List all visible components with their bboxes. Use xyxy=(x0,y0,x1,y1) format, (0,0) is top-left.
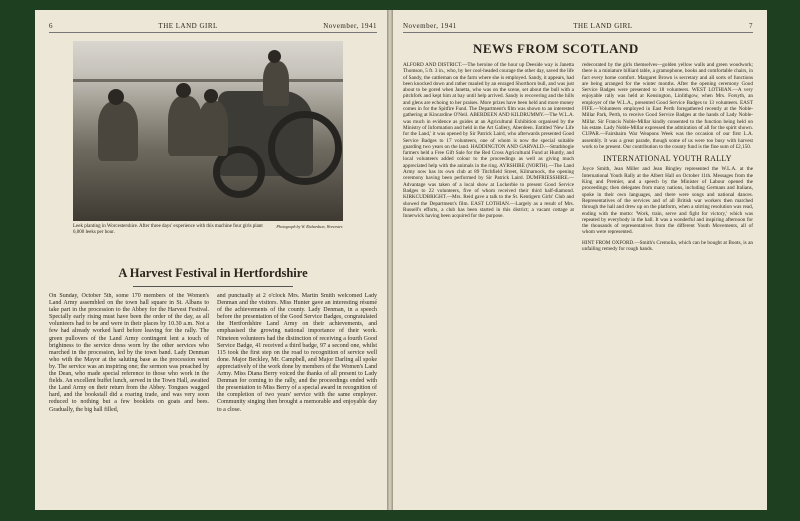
article-column-2: and punctually at 2 o'clock Mrs. Martin Smith welcomed Lady Denman and the visitors. Miss Hunter gave an interesting résumé of the achievements of the county. Lady Denman, in a speech before the presentation of the Good Service Badges, congratulated the Hertfordshire Land Army on their achievements, and emphasised the growing national importance of their work. Nineteen volunteers had the distinction of receiving a fourth Good Service Badge, 41 received a third badge, 97 a second one, whilst 115 took the first step on the road to recognition of service well done. Major Beckley, Mr. Campbell, and Major Darling all spoke appreciatively of the work done by members of the Women's Land Army. Miss Diana Berry voiced the thanks of all present to Lady Denman for coming to the rally, and the proceedings ended with the presentation to Miss Berry of a special award in recognition of the completion of two years' service with the same employer. Community singing then brought a memorable and enjoyable day to a close. xyxy=(217,293,377,413)
right-page xyxy=(393,10,767,510)
running-title-right: THE LAND GIRL xyxy=(573,22,633,30)
article-body xyxy=(49,293,377,414)
land-girl-figure xyxy=(98,101,138,161)
page-number-left: 6 xyxy=(49,22,53,30)
issue-date-right: November, 1941 xyxy=(403,22,457,30)
left-page xyxy=(35,10,387,510)
scotland-column-1-text: ALFORD AND DISTRICT.—The heroine of the hour up Deeside way is Janetta Thomson, 5 ft. 3 in., who, by her cool-headed courage the other day, saved the life of Sandy, the cattleman on the farm where she is employed. Sandy, it appears, had been knocked down and rather mauled by an enraged Shorthorn bull, and was just about to be gored when Janetta, who was on the scene, set about the bull with a pitchfork and kept him at bay until help arrived. Sandy is recovering and the hills and glens are echoing to her praises. More prizes have been held and more money comes in for the Spitfire Fund. The Department's film was shown to an interested gathering at Kincardine O'Neil. ABERDEEN AND KILDRUMMY.—The W.L.A. was much in evidence as guides at an Agricultural Exhibition organised by the Ministry of Information and held in the Art Gallery, Aberdeen. Entitled 'New Life for the Land,' it was opened by Sir Patrick Laird, who afterwards presented Good Service Badges to 17 volunteers, one of whom is now the special suitable guarding two years on the land. HADDINGTON AND GARVALD.—Strathbogie farmers held a Free Gift Sale for the Red Cross Agricultural Fund at Huntly, and local volunteers added colour to the proceedings as well as giving much appreciated help with the animals in the ring. AYRSHIRE (NORTH).—The Land Army now has its own club at 89 Titchfield Street, Kilmarnock, the opening ceremony having been performed by Sir Patrick Laird. DUMFRIESSHIRE.—Advantage was taken of a local show at Lockerbie to present Good Service Badges to 22 volunteers, five of whom received their third half-diamond. KIRKCUDBRIGHT.—Mrs. Reid gave a talk to the St. Kentigern Girls' Club and showed the Department's film. EAST LOTHIAN.—Largely as a result of Mrs. Russell's efforts, a club has been started in this district; a vacant cottage at Innerwick having been acquired for the purpose. xyxy=(403,62,574,220)
tractor-wheel xyxy=(268,111,342,185)
scotland-news-body xyxy=(403,62,753,252)
scotland-column-2 xyxy=(582,62,753,252)
photo-caption xyxy=(73,224,343,236)
scotland-column-2-text: redecorated by the girls themselves—golden yellow walls and green woodwork; there is a miniature billiard table, a gramophone, books and comfortable chairs, in fact every home comfort. Margaret Brown is secretary and all sorts of functions are being arranged for the winter months. After the opening ceremony Good Service Badges were presented to 18 volunteers. WEST LOTHIAN.—A very enjoyable rally was held at Kensington, Linlithgow, when Mrs. Forsyth, an employer of the W.L.A., presented Good Service Badges to 13 volunteers. EAST FIFE.—Volunteers employed in East Perth foregathered recently at the Noble-Millar Park, Perth, to receive Good Service Badges at the hands of Lady Noble-Millar. Sir Francis Noble-Millar kindly consented to the function being held on his estate. Lady Noble-Millar expressed the admiration of all for the spirit shown. CUPAR.—Fairsbairn War Weapons Week was the occasion of our first L.A. assembly. It was a great parade, though some of us were too busy with harvest work to be present. Our contribution to the county fund is the fine sum of £2,150. xyxy=(582,62,753,150)
headline-rule xyxy=(133,286,293,287)
page-number-right: 7 xyxy=(749,22,753,30)
issue-date-left: November, 1941 xyxy=(323,22,377,30)
rally-text: Joyce Smith, Jean Miller and Jean Bingley represented the W.L.A. at the International Youth Rally at the Albert Hall on October 11th. Messages from the King and Premier, and a speech by the Minister of Labour opened the proceedings; then delegates from many nations, including Germans and Italians, spoke in their own languages, and there were songs and national dances. Representatives of the services and of all British war workers then marched through the hall and drew up on the platform, when a stirring resolution was read, ending with the motto: 'Work, train, serve and fight for victory,' which was repeated by everybody in the hall. It was a wonderful and inspiring afternoon for the thousands of representatives from the different Youth Movements, all of whom were represented. xyxy=(582,166,753,236)
photo-credit: Photograph by W. Richardson, Worcester. xyxy=(276,224,343,229)
running-head-left xyxy=(49,22,377,33)
scotland-headline: NEWS FROM SCOTLAND xyxy=(473,41,639,56)
running-head-right xyxy=(403,22,753,33)
caption-text: Leek planting in Worcestershire. After three days' experience with this machine four girls plant 6,000 leeks per hour. xyxy=(73,224,263,235)
oxford-hint: HINT FROM OXFORD.—Smith's Cremolia, which can be bought at Boots, is an unfailing remedy for rough hands. xyxy=(582,239,753,253)
running-title-left: THE LAND GIRL xyxy=(158,22,218,30)
article-column-1: On Sunday, October 5th, some 170 members of the Women's Land Army assembled on the town hall square in St. Albans to take part in the procession to the Abbey for the Harvest Festival. Specially early rising must have been the order of the day, as all volunteers had to be and were in their places by 10.30 a.m. Not a few had already worked hard before leaving for the rally. The green pullovers of the Land Army contingent lent a touch of brightness to the service dress worn by the other services who marched in the procession, led by the town band. Lady Denman who with the Mayor at the saluting base as the procession went by. The service was an inspiring one; the sermon was preached by the Dean, who made special reference to those who work in the fields. An excellent buffet lunch, served in the Town Hall, awaited the Land Army on their return from the Abbey. Tongues wagged hard, and the bookstall did a roaring trade, and was very soon reduced to nothing but a few booklets on goats and bees. Gradually, the big hall filled, xyxy=(49,293,209,413)
scotland-column-1 xyxy=(403,62,574,252)
rally-heading: INTERNATIONAL YOUTH RALLY xyxy=(603,154,732,164)
leek-planting-photo xyxy=(73,41,343,221)
article-headline: A Harvest Festival in Hertfordshire xyxy=(118,266,308,280)
